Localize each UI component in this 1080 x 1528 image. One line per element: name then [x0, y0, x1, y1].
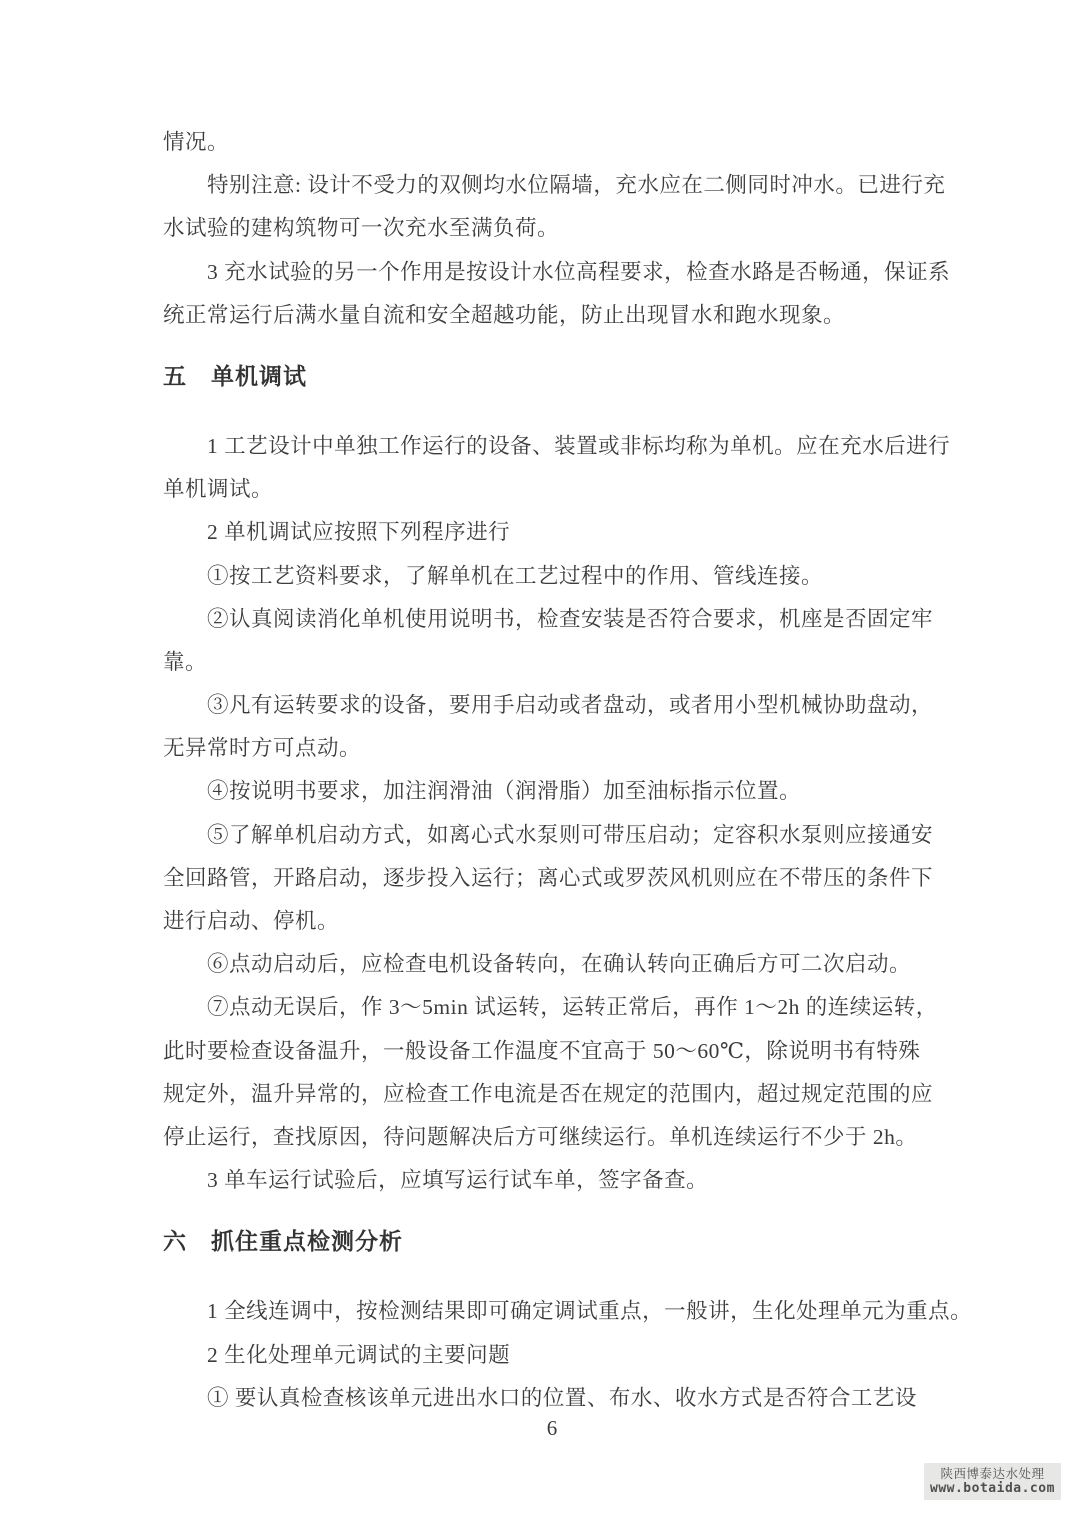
watermark-url: www.botaida.com [930, 1481, 1055, 1496]
document-body [163, 121, 973, 1420]
body-line: 3 充水试验的另一个作用是按设计水位高程要求，检查水路是否畅通，保证系 [207, 259, 951, 284]
section-heading-6: 六 抓住重点检测分析 [163, 1229, 403, 1255]
body-line: 1 工艺设计中单独工作运行的设备、装置或非标均称为单机。应在充水后进行 [207, 433, 951, 458]
body-line: 统正常运行后满水量自流和安全超越功能，防止出现冒水和跑水现象。 [163, 302, 846, 327]
body-line: 停止运行，查找原因，待问题解决后方可继续运行。单机连续运行不少于 2h。 [163, 1124, 918, 1149]
body-line: ④按说明书要求，加注润滑油（润滑脂）加至油标指示位置。 [207, 779, 802, 804]
body-line: ⑤了解单机启动方式，如离心式水泵则可带压启动；定容积水泵则应接通安 [207, 822, 934, 847]
body-line: 3 单车运行试验后，应填写运行试车单，签字备查。 [207, 1168, 709, 1193]
body-line: 水试验的建构筑物可一次充水至满负荷。 [163, 216, 560, 241]
body-line: 单机调试。 [163, 477, 274, 502]
body-line: 2 单机调试应按照下列程序进行 [207, 520, 511, 545]
body-line: 全回路管，开路启动，逐步投入运行；离心式或罗茨风机则应在不带压的条件下 [163, 865, 934, 890]
body-line: 此时要检查设备温升，一般设备工作温度不宜高于 50～60℃，除说明书有特殊 [163, 1038, 921, 1063]
watermark-company: 陕西博泰达水处理 [940, 1466, 1045, 1481]
body-line: 情况。 [163, 130, 230, 154]
body-line: ⑥点动启动后，应检查电机设备转向，在确认转向正确后方可二次启动。 [207, 952, 912, 977]
body-line: ⑦点动无误后，作 3～5min 试运转，运转正常后，再作 1～2h 的连续运转， [207, 995, 938, 1020]
body-line: 1 全线连调中，按检测结果即可确定调试重点，一般讲，生化处理单元为重点。 [207, 1299, 973, 1324]
body-line: 靠。 [163, 649, 208, 674]
section-heading-5: 五 单机调试 [163, 363, 307, 389]
body-line: ②认真阅读消化单机使用说明书，检查安装是否符合要求，机座是否固定牢 [207, 606, 934, 631]
watermark-badge [924, 1463, 1061, 1500]
body-line: ③凡有运转要求的设备，要用手启动或者盘动，或者用小型机械协助盘动， [207, 693, 934, 718]
body-line: ① 要认真检查核该单元进出水口的位置、布水、收水方式是否符合工艺设 [207, 1385, 917, 1410]
body-line: 特别注意: 设计不受力的双侧均水位隔墙，充水应在二侧同时冲水。已进行充 [207, 173, 946, 198]
page-number: 6 [546, 1416, 558, 1440]
body-line: 规定外，温升异常的，应检查工作电流是否在规定的范围内，超过规定范围的应 [163, 1081, 934, 1106]
body-line: 2 生化处理单元调试的主要问题 [207, 1342, 511, 1367]
body-line: 无异常时方可点动。 [163, 736, 362, 761]
body-line: 进行启动、停机。 [163, 909, 340, 933]
body-line: ①按工艺资料要求，了解单机在工艺过程中的作用、管线连接。 [207, 563, 824, 588]
